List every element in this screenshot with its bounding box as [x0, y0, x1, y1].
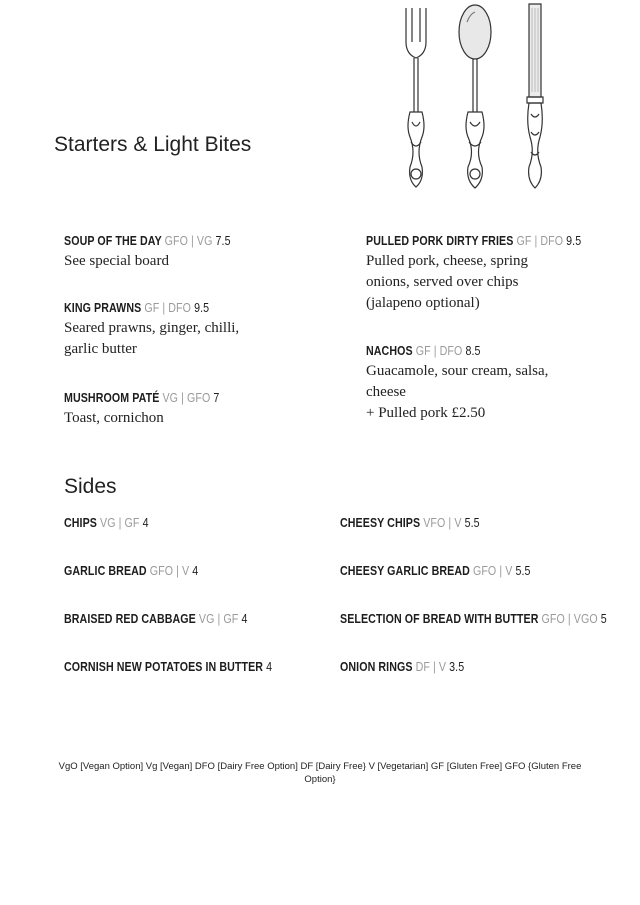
starter-item-nachos — [366, 343, 616, 424]
item-tags: GFO | V — [472, 563, 513, 578]
item-tags: GF | DFO — [415, 343, 463, 358]
side-item-cheesy-garlic-bread — [340, 563, 531, 578]
item-heading — [64, 390, 277, 405]
item-price: 9.5 — [194, 300, 210, 315]
starter-item-mushroom-pate — [64, 390, 324, 429]
item-tags: GF | DFO — [144, 300, 192, 315]
item-price: 5.5 — [464, 515, 480, 530]
item-desc — [366, 251, 616, 314]
item-price: 4 — [241, 611, 248, 626]
desc-line: Pulled pork, cheese, spring — [366, 253, 529, 269]
item-heading — [366, 343, 571, 358]
starters-title: Starters & Light Bites — [54, 133, 252, 156]
side-item-selection-of-bread — [340, 611, 607, 626]
item-tags: GFO | VGO — [541, 611, 598, 626]
item-desc — [64, 251, 324, 272]
fork-icon — [396, 2, 436, 192]
item-desc — [64, 318, 324, 360]
sides-title: Sides — [64, 475, 117, 498]
side-item-braised-red-cabbage — [64, 611, 247, 626]
item-name: KING PRAWNS — [64, 300, 142, 315]
item-price: 4 — [192, 563, 199, 578]
item-desc — [366, 361, 616, 424]
item-name: CHEESY CHIPS — [340, 515, 421, 530]
item-name: GARLIC BREAD — [64, 563, 147, 578]
starter-item-king-prawns — [64, 300, 324, 360]
item-name: CORNISH NEW POTATOES IN BUTTER — [64, 659, 264, 674]
side-item-chips — [64, 515, 149, 530]
item-tags: GFO | V — [149, 563, 190, 578]
item-price: 8.5 — [465, 343, 481, 358]
item-price: 7.5 — [215, 233, 231, 248]
item-tags: VG | GFO — [162, 390, 211, 405]
item-heading — [64, 233, 277, 248]
side-item-onion-rings — [340, 659, 464, 674]
legend-line: Option} — [304, 774, 336, 785]
desc-line: Guacamole, sour cream, salsa, — [366, 363, 549, 379]
item-tags: GFO | VG — [164, 233, 213, 248]
spoon-icon — [452, 2, 498, 192]
desc-line: + Pulled pork £2.50 — [366, 405, 486, 421]
item-name: NACHOS — [366, 343, 413, 358]
starter-item-pulled-pork-fries — [366, 233, 616, 314]
item-price: 4 — [266, 659, 273, 674]
cutlery-illustration — [390, 2, 560, 192]
item-name: SOUP OF THE DAY — [64, 233, 162, 248]
item-tags: GF | DFO — [516, 233, 564, 248]
side-item-cornish-new-potatoes — [64, 659, 272, 674]
item-name: PULLED PORK DIRTY FRIES — [366, 233, 514, 248]
item-price: 5.5 — [515, 563, 531, 578]
item-price: 9.5 — [566, 233, 582, 248]
item-heading — [366, 233, 582, 248]
knife-icon — [518, 2, 552, 192]
legend-line: VgO [Vegan Option] Vg [Vegan] DFO [Dairy Free Option] DF [Dairy Free} V [Vegetarian] GF [Gluten Free] GFO {Gluten Free — [58, 761, 582, 772]
desc-line: Seared prawns, ginger, chilli, — [64, 320, 240, 336]
item-desc — [64, 408, 324, 429]
item-price: 4 — [142, 515, 149, 530]
item-name: CHEESY GARLIC BREAD — [340, 563, 470, 578]
desc-line: Toast, cornichon — [64, 410, 164, 426]
item-name: ONION RINGS — [340, 659, 413, 674]
item-tags: VFO | V — [423, 515, 462, 530]
item-price: 3.5 — [449, 659, 465, 674]
item-price: 7 — [213, 390, 220, 405]
item-name: CHIPS — [64, 515, 97, 530]
side-item-garlic-bread — [64, 563, 198, 578]
item-price: 5 — [600, 611, 607, 626]
item-name: MUSHROOM PATÉ — [64, 390, 160, 405]
desc-line: See special board — [64, 253, 169, 269]
item-tags: VG | GF — [100, 515, 140, 530]
item-tags: DF | V — [415, 659, 447, 674]
desc-line: garlic butter — [64, 341, 137, 357]
item-name: SELECTION OF BREAD WITH BUTTER — [340, 611, 539, 626]
side-item-cheesy-chips — [340, 515, 480, 530]
item-heading — [64, 300, 277, 315]
desc-line: cheese — [366, 384, 406, 400]
item-tags: VG | GF — [198, 611, 239, 626]
starter-item-soup — [64, 233, 324, 272]
item-name: BRAISED RED CABBAGE — [64, 611, 196, 626]
desc-line: onions, served over chips — [366, 274, 519, 290]
desc-line: (jalapeno optional) — [366, 295, 480, 311]
dietary-legend — [20, 760, 620, 786]
